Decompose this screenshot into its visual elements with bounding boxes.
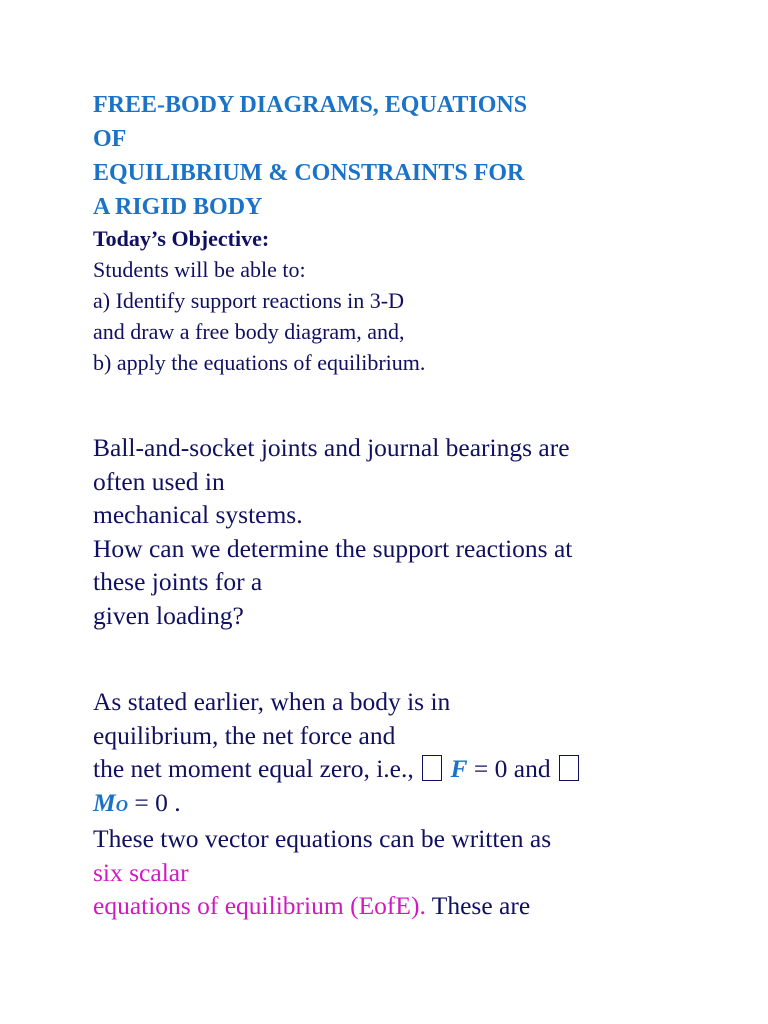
paragraph-line: these joints for a <box>93 567 263 596</box>
paragraph-line: equilibrium, the net force and <box>93 720 396 750</box>
objective-line: a) Identify support reactions in 3-D <box>93 288 404 313</box>
objective-line: b) apply the equations of equilibrium. <box>93 350 426 375</box>
equation-text: = 0 and <box>467 754 557 783</box>
missing-sum-glyph-icon <box>559 755 579 781</box>
paragraph-line: How can we determine the support reactions at <box>93 533 573 563</box>
objective-heading: Today’s Objective: <box>93 226 270 251</box>
title-line: A RIGID BODY <box>93 194 263 220</box>
equation-line <box>93 786 693 823</box>
paragraph-line: As stated earlier, when a body is in <box>93 687 451 716</box>
title-line: FREE-BODY DIAGRAMS, EQUATIONS <box>93 92 528 118</box>
spacer <box>93 632 693 685</box>
paragraph-line: These two vector equations can be written as <box>93 824 552 853</box>
page-title <box>93 88 693 224</box>
objective-line: and draw a free body diagram, and, <box>93 319 405 344</box>
paragraph-line: mechanical systems. <box>93 500 303 529</box>
moment-subscript: O <box>115 795 128 815</box>
highlight-text: equations of equilibrium (EofE). <box>93 891 426 920</box>
objective-line: Students will be able to: <box>93 257 306 282</box>
paragraph-line: Ball-and-socket joints and journal bearings are <box>93 433 570 462</box>
title-line: EQUILIBRIUM & CONSTRAINTS FOR <box>93 160 525 186</box>
paragraph-line <box>93 889 693 923</box>
spacer <box>93 378 693 431</box>
title-line: OF <box>93 126 127 152</box>
equilibrium-paragraph <box>93 685 693 923</box>
paragraph-line: often used in <box>93 466 225 496</box>
highlight-text: six scalar <box>93 857 189 887</box>
paragraph-text: These are <box>425 891 531 920</box>
objective-list <box>93 254 693 378</box>
document-page <box>93 88 693 923</box>
paragraph-line: given loading? <box>93 600 244 630</box>
moment-vector-symbol: M <box>93 787 116 817</box>
missing-sum-glyph-icon <box>422 755 442 781</box>
intro-paragraph <box>93 431 693 632</box>
force-vector-symbol: F <box>450 754 468 783</box>
equation-text: = 0 . <box>127 787 181 817</box>
equation-line <box>93 752 693 786</box>
equation-text: the net moment equal zero, i.e., <box>93 754 421 783</box>
